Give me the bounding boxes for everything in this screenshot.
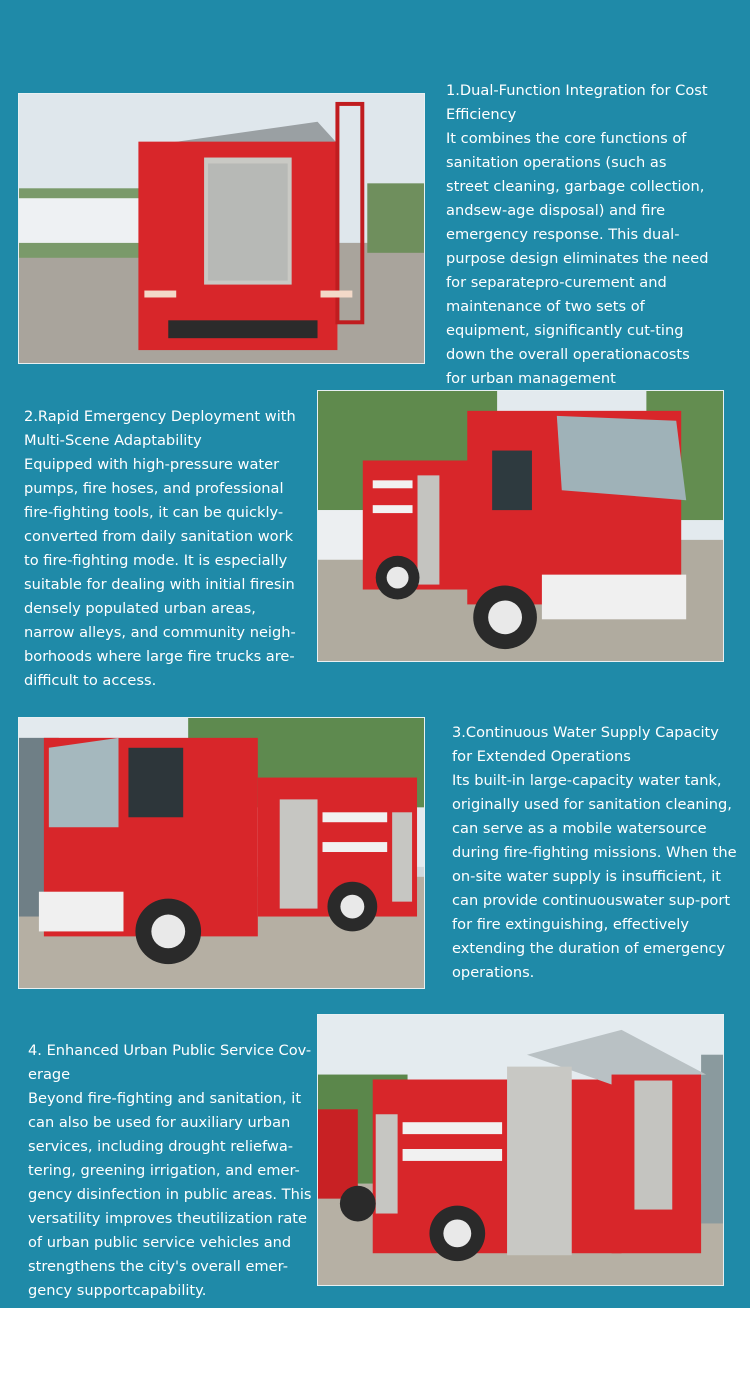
section-1-body: It combines the core functions of sanitation operations (such as street cleaning, garbage collection, andsew-age disposal) and fire emergency response. This dual-purpose design eliminates the need for separatepro-curement and maintenance of two sets of equipment, significantly cut-ting down the overall operationacosts for urban management — [446, 130, 709, 387]
truck-front-photo — [317, 390, 724, 662]
page-footer-blank — [0, 1308, 750, 1400]
section-3-text — [452, 721, 742, 985]
section-4-heading: 4. Enhanced Urban Public Service Cov-erage — [28, 1042, 312, 1083]
truck-side-photo — [18, 717, 425, 989]
truck-rear-photo — [18, 93, 425, 364]
section-1-heading: 1.Dual-Function Integration for Cost Efficiency — [446, 82, 708, 123]
section-2-heading: 2.Rapid Emergency Deployment with Multi-Scene Adaptability — [24, 408, 296, 449]
truck-rear-side-photo — [317, 1014, 724, 1286]
section-4-text — [28, 1039, 312, 1303]
section-3-heading: 3.Continuous Water Supply Capacity for Extended Operations — [452, 724, 719, 765]
section-3-body: Its built-in large-capacity water tank, originally used for sanitation cleaning, can serve as a mobile watersource during fire-fighting missions. When the on-site water supply is insufficient, it can provide continuouswater sup-port for fire extinguishing, effectively extending the duration of emergency operations. — [452, 772, 737, 981]
section-4-body: Beyond fire-fighting and sanitation, it can also be used for auxiliary urban services, including drought reliefwa-tering, greening irrigation, and emer-gency disinfection in public areas. This versatility improves theutilization rate of urban public service vehicles and strengthens the city's overall emer-gency supportcapability. — [28, 1090, 312, 1299]
section-1-text — [446, 79, 710, 415]
section-2-body: Equipped with high-pressure water pumps, fire hoses, and professional fire-fighting tools, it can be quickly-converted from daily sanitation work to fire-fighting mode. It is especially suitable for dealing with initial firesin densely populated urban areas, narrow alleys, and community neigh-borhoods where large fire trucks are-difficult to access. — [24, 456, 296, 689]
section-2-text — [24, 405, 300, 693]
